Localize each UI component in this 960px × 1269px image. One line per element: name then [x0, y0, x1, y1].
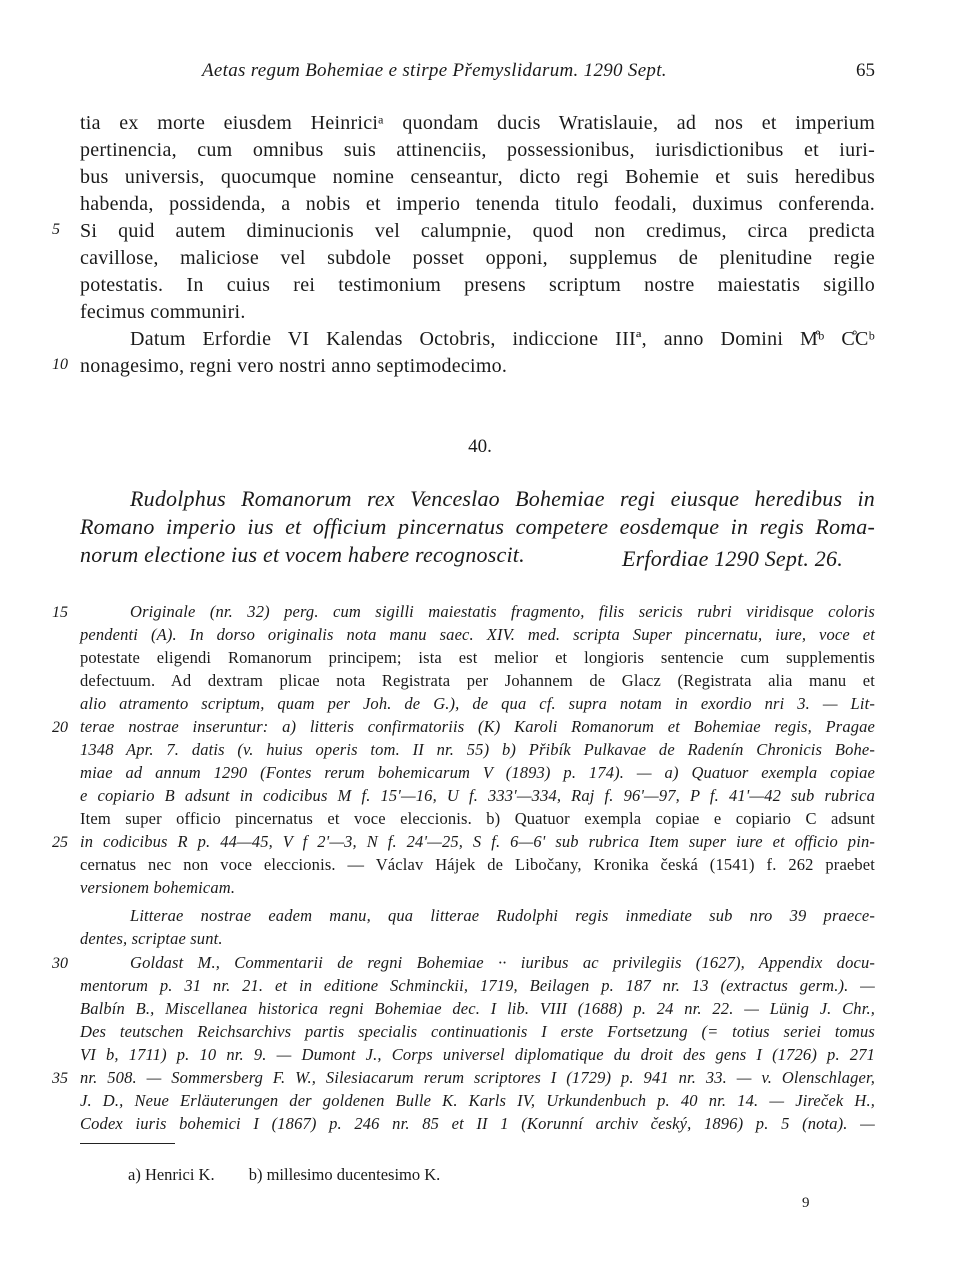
signature-mark: 9: [802, 1195, 810, 1211]
line-number: 10: [52, 356, 68, 373]
line-number: 25: [52, 834, 68, 851]
body-line: nonagesimo, regni vero nostri anno septimodecimo.: [80, 355, 508, 377]
body-line: potestatis. In cuius rei testimonium presens scriptum nostre maiestatis sigillo: [80, 274, 875, 296]
running-head: [80, 60, 875, 90]
line-number: 30: [52, 955, 68, 972]
regest-line: Romano imperio ius et officium pincernatus competere eosdemque in regis Roma-: [80, 514, 875, 539]
apparatus-line: versionem bohemicam.: [80, 878, 236, 897]
apparatus-line: 1348 Apr. 7. datis (v. huius operis tom. II nr. 55) b) Přibík Pulkavae de Radenín Chronicis Bohe-: [80, 740, 875, 759]
literature-line: Codex iuris bohemici I (1867) p. 246 nr. 85 et II 1 (Korunní archiv český, 1896) p. 5 (nota). —: [80, 1114, 875, 1133]
page-number: 65: [856, 60, 875, 81]
note-line: dentes, scriptae sunt.: [80, 929, 223, 948]
line-number: 35: [52, 1070, 68, 1087]
literature-line: J. D., Neue Erläuterungen der goldenen Bulle K. Karls IV, Urkundenbuch p. 40 nr. 14. — Jireček H.,: [80, 1091, 875, 1110]
apparatus-line: cernatus nec non voce eleccionis. — Václav Hájek de Libočany, Kronika česká (1541) f. 262 praebet: [80, 855, 875, 874]
body-line: habenda, possidenda, a nobis et imperio tenenda titulo feodali, duximus conferenda.: [80, 193, 875, 215]
regest-line: Rudolphus Romanorum rex Venceslao Bohemiae regi eiusque heredibus in: [130, 486, 875, 511]
apparatus-line: Item super officio pincernatus et voce eleccionis. b) Quatuor exempla copiae e copiario C adsunt: [80, 809, 875, 828]
document-number: 40.: [468, 436, 492, 457]
body-line: cavillose, maliciose vel subdole posset opponi, supplemus de plenitudine regie: [80, 247, 875, 269]
footnotes: [128, 1165, 470, 1185]
body-line: tia ex morte eiusdem Heinriciᵃ quondam ducis Wratislauie, ad nos et imperium: [80, 112, 875, 134]
body-line: fecimus communiri.: [80, 301, 246, 323]
running-head-title: Aetas regum Bohemiae e stirpe Přemyslidarum. 1290 Sept.: [202, 60, 667, 81]
apparatus-line: alio atramento scriptum, quam per Joh. de G.), de qua cf. supra notam in exordio nri 3. — Lit-: [80, 694, 875, 713]
literature-line: Goldast M., Commentarii de regni Bohemiae ·· iuribus ac privilegiis (1627), Appendix docu-: [130, 953, 875, 972]
literature-line: Des teutschen Reichsarchivs partis specialis continuationis I erste Fortsetzung (= totius seriei tomus: [80, 1022, 875, 1041]
literature-line: VI b, 1711) p. 10 nr. 9. — Dumont J., Corps universel diplomatique du droit des gens I (1726) p. 271: [80, 1045, 875, 1064]
footnote-rule: [80, 1143, 175, 1144]
body-line: Si quid autem diminucionis vel calumpnie, quod non credimus, circa predicta: [80, 220, 875, 242]
apparatus-line: Originale (nr. 32) perg. cum sigilli maiestatis fragmento, filis sericis rubri viridisque coloris: [130, 602, 875, 621]
apparatus-line: pendenti (A). In dorso originalis nota manu saec. XIV. med. scripta Super pincernatu, iure, voce et: [80, 625, 875, 644]
body-line: pertinencia, cum omnibus suis attinenciis, possessionibus, iurisdictionibus et iuri-: [80, 139, 875, 161]
line-number: 20: [52, 719, 68, 736]
apparatus-line: in codicibus R p. 44—45, V f 2'—3, N f. 24'—25, S f. 6—6' sub rubrica Item super iure et officio pin-: [80, 832, 875, 851]
body-line: bus universis, quocumque nomine censeantur, dicto regi Bohemie et suis heredibus: [80, 166, 875, 188]
note-line: Litterae nostrae eadem manu, qua litterae Rudolphi regis inmediate sub nro 39 praece-: [130, 906, 875, 925]
datum-line: Datum Erfordie VI Kalendas Octobris, indiccione IIIª, anno Domini M̊ᵇ C̊Cᵇ: [130, 328, 875, 350]
footnote-b: b) millesimo ducentesimo K.: [248, 1165, 441, 1184]
apparatus-line: e copiario B adsunt in codicibus M f. 15'—16, U f. 333'—334, Raj f. 96'—97, P f. 41'—42 sub rubrica: [80, 786, 875, 805]
literature-line: mentorum p. 31 nr. 21. et in editione Schminckii, 1719, Beilagen p. 187 nr. 13 (extractus germ.). —: [80, 976, 875, 995]
apparatus-line: miae ad annum 1290 (Fontes rerum bohemicarum V (1893) p. 174). — a) Quatuor exempla copiae: [80, 763, 875, 782]
regest-date: Erfordiae 1290 Sept. 26.: [622, 546, 843, 571]
apparatus-line: potestate eligendi Romanorum principem; ista est melior et longioris sentencie cum supplementis: [80, 648, 875, 667]
regest-line: norum electione ius et vocem habere recognoscit.: [80, 542, 525, 567]
literature-line: nr. 508. — Sommersberg F. W., Silesiacarum rerum scriptores I (1729) p. 941 nr. 33. — v. Olenschlager,: [80, 1068, 875, 1087]
footnote-a: a) Henrici K.: [128, 1165, 215, 1184]
line-number: 5: [52, 221, 60, 238]
apparatus-line: defectuum. Ad dextram plicae nota Registrata per Johannem de Glacz (Registrata alia manu et: [80, 671, 875, 690]
literature-line: Balbín B., Miscellanea historica regni Bohemiae dec. I lib. VIII (1688) p. 24 nr. 22. — Lünig J. Chr.,: [80, 999, 875, 1018]
apparatus-line: terae nostrae inseruntur: a) litteris confirmatoriis (K) Karoli Romanorum et Bohemiae regis, Pragae: [80, 717, 875, 736]
line-number: 15: [52, 604, 68, 621]
